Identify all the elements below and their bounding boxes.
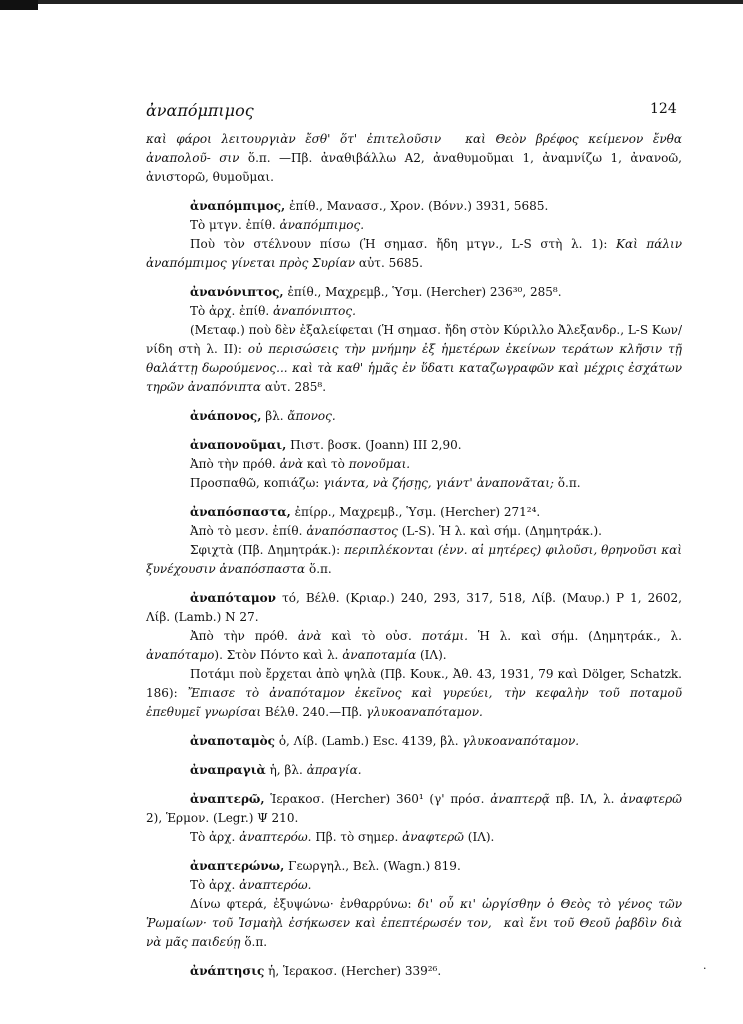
quote: γιάντα, νὰ ζήσῃς, γιάντ' ἀναπονᾶται; xyxy=(323,476,554,490)
text: καὶ τὸ xyxy=(306,457,345,471)
term: ἀνὰ xyxy=(297,629,322,643)
text: 2), Ἑρμον. (Legr.) Ψ 210. xyxy=(146,811,299,825)
text: Ποτάμι ποὺ ἔρχεται ἀπὸ ψηλὰ (Πβ. Κουκ., Ἀθ. 43, 1931, 79 καὶ Dölger, Schatzk. 186): xyxy=(146,667,682,700)
text: (ΙΛ). xyxy=(467,830,495,844)
term: ποτάμι. xyxy=(421,629,468,643)
etymology xyxy=(146,302,682,321)
term: ἀνὰ xyxy=(279,457,304,471)
headword: ἀνάπτησις xyxy=(190,964,265,978)
source-text: ὁ, Λίβ. (Lamb.) Esc. 4139, βλ. xyxy=(278,734,459,748)
citation: ὅ.π. xyxy=(309,562,332,576)
entry-headword-line xyxy=(146,962,682,981)
headword: ἀναπονοῦμαι, xyxy=(190,438,287,452)
term: ἀναφτερῶ xyxy=(402,830,464,844)
cross-reference: ἄπονος. xyxy=(287,409,336,423)
source-text: βλ. xyxy=(265,409,284,423)
cross-reference: ἀπραγία. xyxy=(306,763,362,777)
term: πονοῦμαι. xyxy=(348,457,411,471)
citation: ὅ.π. xyxy=(244,935,268,949)
entry-headword-line xyxy=(146,197,682,216)
scan-mark: · xyxy=(703,962,707,975)
headword: ἀναποταμὸς xyxy=(190,734,275,748)
entry-headword-line xyxy=(146,790,682,828)
headword: ἀναπόσπαστα, xyxy=(190,505,291,519)
quote: τοῦ Ἰσμαὴλ ἐσήκωσεν καὶ ἐπεπτέρωσέν τον, xyxy=(211,916,492,930)
scan-edge-mark xyxy=(0,0,38,10)
text: ). Στὸν Πόντο καὶ λ. xyxy=(214,648,339,662)
page-number: 124 xyxy=(650,101,677,117)
source-text: Πιστ. βοσκ. (Joann) III 2,90. xyxy=(290,438,462,452)
term: ἀναπτερᾷ xyxy=(490,792,550,806)
text: Προσπαθῶ, κοπιάζω: xyxy=(190,476,320,490)
source-text: ἡ, Ἱερακοσ. (Hercher) 339²⁶. xyxy=(268,964,442,978)
quote: καὶ Θεὸν βρέφος κείμενον ἔνθα ἀναπολοῦ- xyxy=(146,132,682,165)
term: ἀναποταμία xyxy=(342,648,417,662)
text: πβ. ΙΛ, λ. xyxy=(555,792,615,806)
quote: Καὶ πάλιν ἀναπόμπιμος γίνεται πρὸς Συρίαν xyxy=(146,237,682,270)
text: (L-S). Ἡ λ. καὶ σήμ. (Δημητράκ.). xyxy=(401,524,602,538)
reference-text: ὅ.π. —Πβ. ἀναθιβάλλω Α2, ἀναθυμοῦμαι 1, ἀναμνίζω 1, ἀνανοῶ, ἀνιστορῶ, θυμοῦμαι. xyxy=(146,151,682,184)
etymology xyxy=(146,876,682,895)
scan-edge xyxy=(0,0,743,4)
text: Τὸ ἀρχ. ἐπίθ. xyxy=(190,304,270,318)
term: ἀναπόσπαστος xyxy=(306,524,398,538)
citation: Βέλθ. 240.—Πβ. xyxy=(264,705,363,719)
headword: ἀνάπονος, xyxy=(190,409,262,423)
text: Ἀπὸ τὴν πρόθ. xyxy=(190,457,276,471)
citation: ὅ.π. xyxy=(557,476,581,490)
etymology xyxy=(146,522,682,541)
quote: Ἔπιασε τὸ ἀναπόταμον ἐκεῖνος καὶ γυρεύει, xyxy=(187,686,493,700)
entry-headword-line xyxy=(146,732,682,751)
text: Τὸ ἀρχ. xyxy=(190,878,236,892)
text: Τὸ ἀρχ. xyxy=(190,830,236,844)
etymology xyxy=(146,627,682,665)
text: Ποὺ τὸν στέλνουν πίσω (Ἡ σημασ. ἤδη μτγν., L-S στὴ λ. 1): xyxy=(190,237,608,251)
source-text: ἐπίθ., Μαχρεμβ., Ὑσμ. (Hercher) 236³⁰, 285⁸. xyxy=(287,285,562,299)
cross-reference: γλυκοαναπόταμον. xyxy=(366,705,483,719)
source-text: τό, Βέλθ. (Κριαρ.) 240, 293, 317, 518, Λίβ. (Μαυρ.) Ρ 1, 2602, Λίβ. (Lamb.) Ν 27. xyxy=(146,591,682,624)
entry-headword-line xyxy=(146,283,682,302)
text: καὶ τὸ οὐσ. xyxy=(331,629,412,643)
definition xyxy=(146,895,682,952)
entry-headword-line xyxy=(146,761,682,780)
term: ἀναπόνιπτος. xyxy=(273,304,356,318)
entry-continuation xyxy=(146,130,682,187)
headword: ἀναπραγιὰ xyxy=(190,763,266,777)
definition xyxy=(146,665,682,722)
dictionary-column xyxy=(146,130,682,981)
definition xyxy=(146,541,682,579)
term: ἀναπόμπιμος. xyxy=(279,218,365,232)
source-text: Γεωργηλ., Βελ. (Wagn.) 819. xyxy=(288,859,461,873)
text: Ἡ λ. καὶ σήμ. (Δημητράκ., λ. xyxy=(477,629,682,643)
headword: ἀναπόμπιμος, xyxy=(190,199,286,213)
entry-headword-line xyxy=(146,407,682,426)
text: (Μεταφ.) ποὺ δὲν ἐξαλείφεται (Ἡ σημασ. ἤδη στὸν Κύριλλο Ἀλεξανδρ., L-S Κων/νίδη στὴ λ. ΙΙ): xyxy=(146,323,682,356)
text: Δίνω φτερά, ἐξυψώνω· ἐνθαρρύνω: xyxy=(190,897,412,911)
text: Σφιχτὰ (Πβ. Δημητράκ.): xyxy=(190,543,341,557)
source-text: ἐπίρρ., Μαχρεμβ., Ὑσμ. (Hercher) 271²⁴. xyxy=(294,505,541,519)
quote: σιν xyxy=(219,151,240,165)
term: ἀναπτερόω. xyxy=(239,878,312,892)
text: Τὸ μτγν. ἐπίθ. xyxy=(190,218,276,232)
term: ἀναφτερῶ xyxy=(620,792,682,806)
source-text: Ἱερακοσ. (Hercher) 360¹ (γ' πρόσ. xyxy=(270,792,485,806)
running-head: ἀναπόμπιμος xyxy=(146,101,254,120)
definition xyxy=(146,235,682,273)
term: ἀναπτερόω. xyxy=(239,830,312,844)
citation: αὐτ. 5685. xyxy=(358,256,423,270)
definition xyxy=(146,474,682,493)
quote: περιπλέκονται (ἐνν. αἱ μητέρες) φιλοῦσι, θρηνοῦσι καὶ ξυνέχουσιν ἀναπόσπαστα xyxy=(146,543,682,576)
headword: ἀνανόνιπτος, xyxy=(190,285,284,299)
source-text: ἐπίθ., Μανασσ., Χρον. (Βόνν.) 3931, 5685. xyxy=(289,199,549,213)
quote: οὐ περισώσεις τὴν μνήμην ἐξ ἡμετέρων ἐκείνων τεράτων κλῆσιν τῇ θαλάττῃ δωρούμενος... καὶ τὰ καθ' ἡμᾶς ἐν ὕδατι καταζωγραφῶν καὶ μέχρις ἐσχάτων τηρῶν ἀναπόνιπτα xyxy=(146,342,682,394)
etymology xyxy=(146,455,682,474)
term: ἀναπόταμο xyxy=(146,648,215,662)
entry-headword-line xyxy=(146,503,682,522)
etymology xyxy=(146,216,682,235)
quote: καὶ ἔνι τοῦ Θεοῦ ῥαβδὶν διὰ νὰ μᾶς παιδεύῃ xyxy=(146,916,683,949)
text: (ΙΛ). xyxy=(420,648,447,662)
headword: ἀναπτερῶ, xyxy=(190,792,265,806)
quote: τὴν κεφαλὴν τοῦ ποταμοῦ ἐπεθυμεῖ γνωρίσαι xyxy=(146,686,682,719)
quote: δι' οὗ κι' ὠργίσθην ὁ Θεὸς τὸ γένος τῶν Ῥωμαίων· xyxy=(146,897,682,930)
text: Πβ. τὸ σημερ. xyxy=(315,830,399,844)
headword: ἀναπόταμον xyxy=(190,591,277,605)
etymology xyxy=(146,828,682,847)
text: Ἀπὸ τὸ μεσν. ἐπίθ. xyxy=(190,524,303,538)
quote: καὶ φάροι λειτουργιὰν ἔσθ' ὅτ' ἐπιτελοῦσιν xyxy=(146,132,442,146)
source-text: ἡ, βλ. xyxy=(269,763,303,777)
entry-headword-line xyxy=(146,589,682,627)
headword: ἀναπτερώνω, xyxy=(190,859,285,873)
definition xyxy=(146,321,682,397)
citation: αὐτ. 285⁸. xyxy=(264,380,327,394)
entry-headword-line xyxy=(146,436,682,455)
entry-headword-line xyxy=(146,857,682,876)
cross-reference: γλυκοαναπόταμον. xyxy=(462,734,580,748)
text: Ἀπὸ τὴν πρόθ. xyxy=(190,629,288,643)
